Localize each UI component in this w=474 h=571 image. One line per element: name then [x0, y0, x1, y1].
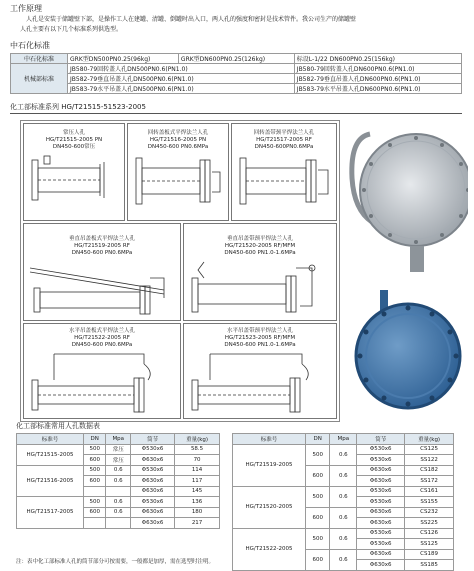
weight-cell: 58.5	[175, 444, 220, 455]
diagram-code: HG/T21523-2005 RF/MFM	[224, 335, 296, 341]
diagram-code: HG/T21516-2005 PN	[149, 137, 207, 143]
weight-cell: 180	[175, 507, 220, 518]
manhole-drawing	[24, 258, 180, 318]
diagram-code: HG/T21517-2005 RF	[256, 137, 312, 143]
diagram-code: HG/T21520-2005 RF/MFM	[224, 243, 296, 249]
weight-cell: SS185	[405, 560, 454, 571]
weight-cell: CS182	[405, 465, 454, 476]
mpa-cell: 0.6	[330, 486, 357, 507]
manhole-drawing	[184, 258, 336, 318]
mpa-cell: 常压	[106, 444, 131, 455]
weight-cell: 114	[175, 465, 220, 476]
shell-cell: Φ530x6	[357, 539, 405, 550]
weight-cell: CS161	[405, 486, 454, 497]
mpa-cell: 0.6	[106, 497, 131, 508]
spec-cell: GRK型DN500PN0.25(96kg)	[68, 54, 179, 64]
shell-cell: Φ630x6	[357, 465, 405, 476]
footnote: 注：表中化工部标准人孔的筒节部分可按需要，一般都是加厚，需在选型时注明。	[16, 559, 215, 565]
dn-cell: 600	[84, 455, 106, 466]
table-row	[233, 486, 454, 497]
dn-cell: 600	[306, 465, 330, 486]
dn-cell: 600	[84, 507, 106, 518]
weight-cell: CS189	[405, 549, 454, 560]
weight-cell: 70	[175, 455, 220, 466]
diagram-spec: DN450-600 PN1.0-1.6MPa	[224, 250, 296, 256]
dn-cell: 500	[84, 465, 106, 476]
shell-cell: Φ630x6	[357, 549, 405, 560]
std-cell: HG/T21522-2005	[233, 528, 306, 570]
diagram-code: HG/T21519-2005 RF	[74, 243, 130, 249]
col-header: DN	[306, 434, 330, 445]
dn-cell: 600	[306, 549, 330, 570]
diagram-spec: DN450-600 PN0.6MPa	[71, 342, 133, 348]
row-label: 机械部标准	[11, 64, 68, 94]
manhole-drawing	[128, 152, 228, 218]
col-header: Mpa	[330, 434, 357, 445]
table-row	[11, 64, 462, 74]
table-row	[233, 444, 454, 455]
shell-cell: Φ530x6	[357, 444, 405, 455]
shell-cell: Φ630x6	[357, 560, 405, 571]
diagram-title: 水平吊盖带颈平焊法兰人孔	[226, 328, 293, 334]
intro-line-2: 人孔主要有以下几个标准系列供选型。	[20, 26, 123, 33]
common-data-table-left	[16, 433, 220, 529]
table-row	[17, 497, 220, 508]
diagram-cell	[183, 323, 337, 419]
weight-cell: SS225	[405, 518, 454, 529]
col-header: 重量(kg)	[405, 434, 454, 445]
shell-cell: Φ630x6	[357, 476, 405, 487]
weight-cell: 136	[175, 497, 220, 508]
blue-manhole-photo	[350, 286, 466, 416]
table-row	[11, 54, 462, 64]
shell-cell: Φ630x6	[131, 507, 175, 518]
mpa-cell: 常压	[106, 455, 131, 466]
section-heading-chem: 化工部标准系列 HG/T21515-51523-2005	[10, 103, 146, 111]
weight-cell: 117	[175, 476, 220, 487]
col-header: 筒节	[131, 434, 175, 445]
mpa-cell: 0.6	[330, 549, 357, 570]
diagram-title: 垂直吊盖板式平焊法兰人孔	[68, 236, 135, 242]
std-cell: HG/T21515-2005	[17, 444, 84, 465]
weight-cell: SS172	[405, 476, 454, 487]
spec-cell: 标设L-1/22 DN600PN0.25(156kg)	[294, 54, 461, 64]
shell-cell: Φ530x6	[357, 486, 405, 497]
diagram-cell	[23, 123, 125, 221]
diagram-title: 回转盖板式平焊法兰人孔	[147, 130, 209, 136]
weight-cell: SS155	[405, 497, 454, 508]
diagram-title: 水平吊盖板式平焊法兰人孔	[68, 328, 135, 334]
shell-cell: Φ630x6	[131, 455, 175, 466]
diagram-title: 常压人孔	[62, 130, 85, 136]
col-header: 标准号	[233, 434, 306, 445]
weight-cell: CS232	[405, 507, 454, 518]
dn-cell: 500	[306, 528, 330, 549]
dn-cell	[84, 486, 106, 497]
table-row	[233, 528, 454, 539]
table-row	[11, 84, 462, 94]
mpa-cell	[106, 518, 131, 529]
mpa-cell: 0.6	[106, 507, 131, 518]
divider	[10, 113, 462, 114]
common-data-table-right	[232, 433, 454, 571]
col-header: DN	[84, 434, 106, 445]
table-row	[17, 465, 220, 476]
table-header-row	[233, 434, 454, 445]
mpa-cell: 0.6	[330, 444, 357, 465]
std-cell: HG/T21517-2005	[17, 497, 84, 529]
table-row	[17, 444, 220, 455]
dn-cell: 500	[306, 486, 330, 507]
manhole-drawing	[184, 350, 336, 416]
row-label: 中石化标准	[11, 54, 68, 64]
shell-cell: Φ530x6	[131, 465, 175, 476]
weight-cell: CS125	[405, 444, 454, 455]
col-header: 重量(kg)	[175, 434, 220, 445]
manhole-drawing	[24, 350, 180, 416]
spec-cell: JB583-79水平吊盖人孔DN500PN0.6(PN1.0)	[68, 84, 295, 94]
spec-cell: GRK型DN600PN0.25(126kg)	[178, 54, 294, 64]
dn-cell: 500	[84, 444, 106, 455]
diagram-grid	[20, 120, 340, 422]
spec-cell: JB582-79垂直吊盖人孔DN600PN0.6(PN1.0)	[294, 74, 461, 84]
spec-cell: JB580-79回转盖人孔DN600PN0.6(PN1.0)	[294, 64, 461, 74]
intro-line-1: 人孔是安装于储罐壁下部，是操作工人在建罐、清罐、倒罐时出入口，两人孔的强度和密封是技术管件。我公司生产的储罐壁	[26, 16, 357, 23]
table-header-row	[17, 434, 220, 445]
diagram-cell	[23, 323, 181, 419]
diagram-title: 回转盖带颈平焊法兰人孔	[253, 130, 315, 136]
manhole-drawing	[232, 152, 336, 218]
weight-cell: CS126	[405, 528, 454, 539]
diagram-spec: DN450-600 PN0.6MPa	[147, 144, 209, 150]
diagram-cell	[127, 123, 229, 221]
mpa-cell	[106, 486, 131, 497]
diagram-spec: DN450-600PN0.6MPa	[254, 144, 314, 150]
weight-cell: SS122	[405, 455, 454, 466]
spec-cell: JB582-79垂直吊盖人孔DN500PN0.6(PN1.0)	[68, 74, 295, 84]
diagram-cell	[183, 223, 337, 321]
diagram-cell	[231, 123, 337, 221]
shell-cell: Φ630x6	[357, 507, 405, 518]
manhole-drawing	[24, 152, 124, 218]
shell-cell: Φ530x6	[131, 497, 175, 508]
section-heading-sinopec: 中石化标准	[10, 41, 50, 50]
dn-cell: 600	[306, 507, 330, 528]
diagram-spec: DN450-600常压	[52, 144, 96, 150]
dn-cell: 500	[84, 497, 106, 508]
std-cell: HG/T21520-2005	[233, 486, 306, 528]
shell-cell: Φ630x6	[131, 476, 175, 487]
table-row	[11, 74, 462, 84]
section-heading-principle: 工作原理	[10, 4, 42, 13]
shell-cell: Φ630x6	[131, 486, 175, 497]
diagram-code: HG/T21522-2005 RF	[74, 335, 130, 341]
diagram-spec: DN450-600 PN0.6MPa	[71, 250, 133, 256]
col-header: Mpa	[106, 434, 131, 445]
mpa-cell: 0.6	[330, 528, 357, 549]
shell-cell: Φ530x6	[131, 444, 175, 455]
diagram-code: HG/T21515-2005 PN	[45, 137, 103, 143]
shell-cell: Φ530x6	[357, 455, 405, 466]
std-cell: HG/T21516-2005	[17, 465, 84, 497]
weight-cell: 145	[175, 486, 220, 497]
shell-cell: Φ630x6	[357, 518, 405, 529]
diagram-cell	[23, 223, 181, 321]
weight-cell: 217	[175, 518, 220, 529]
std-cell: HG/T21519-2005	[233, 444, 306, 486]
spec-cell: JB580-79回转盖人孔DN500PN0.6(PN1.0)	[68, 64, 295, 74]
spec-cell: JB583-79水平吊盖人孔DN600PN0.6(PN1.0)	[294, 84, 461, 94]
col-header: 标准号	[17, 434, 84, 445]
hinged-manhole-photo	[344, 118, 468, 278]
dn-cell: 600	[84, 476, 106, 487]
dn-cell: 500	[306, 444, 330, 465]
sinopec-standard-table	[10, 53, 462, 94]
mpa-cell: 0.6	[330, 465, 357, 486]
weight-cell: SS125	[405, 539, 454, 550]
shell-cell: Φ630x6	[131, 518, 175, 529]
diagram-spec: DN450-600 PN1.0-1.6MPa	[224, 342, 296, 348]
shell-cell: Φ530x6	[357, 528, 405, 539]
shell-cell: Φ530x6	[357, 497, 405, 508]
diagram-title: 垂直吊盖带颈平焊法兰人孔	[226, 236, 293, 242]
mpa-cell: 0.6	[106, 476, 131, 487]
col-header: 筒节	[357, 434, 405, 445]
mpa-cell: 0.6	[106, 465, 131, 476]
common-table-heading: 化工部标准常用人孔数据表	[16, 422, 100, 430]
mpa-cell: 0.6	[330, 507, 357, 528]
dn-cell	[84, 518, 106, 529]
